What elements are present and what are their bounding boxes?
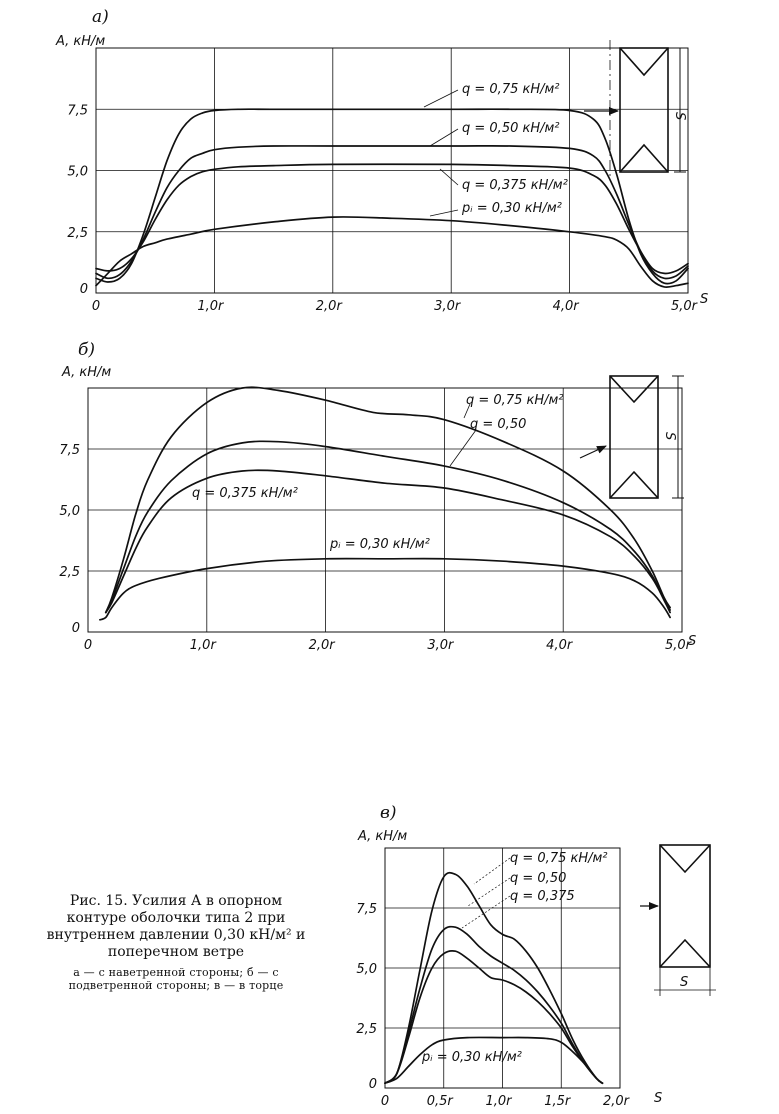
y-tick-label: 0 xyxy=(368,1077,377,1092)
panel-c-diagram-s-label: S xyxy=(680,975,689,990)
x-tick-label: 5,0r xyxy=(670,299,698,314)
panel-b-xlabel: S xyxy=(688,634,697,649)
panel-c-label-q075: q = 0,75 кН/м² xyxy=(510,851,608,866)
panel-a xyxy=(55,7,708,314)
panel-c-xlabel: S xyxy=(654,1091,663,1106)
caption-main: Рис. 15. Усилия А в опорном контуре оболочки типа 2 при внутреннем давлении 0,30 кН/м² и поперечном ветре xyxy=(46,893,306,960)
panel-b-label-pi: pᵢ = 0,30 кН/м² xyxy=(330,537,430,552)
x-tick-label: 0 xyxy=(83,638,93,653)
y-tick-label: 5,0 xyxy=(59,504,80,519)
panel-a-plot xyxy=(67,48,698,314)
panel-b-diagram-s-label: S xyxy=(662,432,677,441)
x-tick-label: 1,0r xyxy=(189,638,216,653)
y-tick-label: 2,5 xyxy=(59,565,80,580)
panel-b-label-q075: q = 0,75 кН/м² xyxy=(466,393,564,408)
y-tick-label: 7,5 xyxy=(67,103,88,119)
series-line-b-3 xyxy=(100,559,670,620)
panel-c-label-pi: pᵢ = 0,30 кН/м² xyxy=(422,1050,522,1065)
y-tick-label: 2,5 xyxy=(356,1022,377,1037)
panel-a-label-q050: q = 0,50 кН/м² xyxy=(462,121,560,136)
x-tick-label: 5,0r xyxy=(664,638,692,653)
x-tick-label: 1,0r xyxy=(485,1094,512,1109)
panel-a-title: а) xyxy=(92,7,109,27)
panel-a-shell-diagram xyxy=(584,40,686,180)
x-tick-label: 2,0r xyxy=(602,1094,630,1109)
y-tick-label: 5,0 xyxy=(356,962,377,977)
x-tick-label: 4,0r xyxy=(546,638,573,653)
panel-c-plot xyxy=(356,848,630,1109)
x-tick-label: 1,0r xyxy=(197,299,224,314)
y-tick-label: 7,5 xyxy=(59,443,80,458)
panel-b-leaders xyxy=(450,404,476,466)
caption-sub: а — с наветренной стороны; б — с подветренной стороны; в — в торце xyxy=(68,966,284,992)
panel-b-title: б) xyxy=(78,340,96,360)
y-tick-label: 0 xyxy=(79,282,88,297)
y-tick-label: 7,5 xyxy=(356,902,377,917)
x-tick-label: 3,0r xyxy=(434,299,461,314)
panel-c-label-q0375: q = 0,375 xyxy=(510,889,575,904)
panel-a-label-q0375: q = 0,375 кН/м² xyxy=(462,178,568,193)
panel-a-ylabel: A, кН/м xyxy=(56,34,106,49)
x-tick-label: 3,0r xyxy=(427,638,454,653)
y-tick-label: 0 xyxy=(71,621,80,636)
x-tick-label: 0 xyxy=(91,299,101,314)
y-tick-label: 5,0 xyxy=(67,164,88,180)
panel-c xyxy=(356,803,716,1109)
figure-caption xyxy=(40,893,312,992)
x-tick-label: 0 xyxy=(380,1094,390,1109)
panel-b-label-q0375: q = 0,375 кН/м² xyxy=(192,486,298,501)
panel-b-ylabel: A, кН/м xyxy=(62,365,112,380)
panel-a-label-pi: pᵢ = 0,30 кН/м² xyxy=(462,201,562,216)
x-tick-label: 1,5r xyxy=(544,1094,571,1109)
panel-b-label-q050: q = 0,50 xyxy=(470,417,527,432)
x-tick-label: 4,0r xyxy=(552,299,579,314)
series-line-b-0 xyxy=(106,387,670,612)
series-line-b-1 xyxy=(106,441,670,612)
series-line-a-3 xyxy=(96,217,688,287)
panel-c-ylabel: A, кН/м xyxy=(358,829,408,844)
x-tick-label: 0,5r xyxy=(426,1094,453,1109)
panel-b-plot xyxy=(59,387,692,653)
panel-a-diagram-s-label: S xyxy=(672,112,687,121)
x-tick-label: 2,0r xyxy=(315,299,342,314)
panel-c-label-q050: q = 0,50 xyxy=(510,871,567,886)
y-tick-label: 2,5 xyxy=(67,225,88,241)
panel-c-title: в) xyxy=(380,803,397,823)
x-tick-label: 2,0r xyxy=(308,638,335,653)
panel-b xyxy=(59,340,696,653)
panel-a-xlabel: S xyxy=(700,292,709,307)
series-line-a-1 xyxy=(96,146,688,279)
panel-a-label-q075: q = 0,75 кН/м² xyxy=(462,82,560,97)
panel-c-shell-diagram xyxy=(640,845,716,996)
series-line-a-0 xyxy=(96,109,688,284)
